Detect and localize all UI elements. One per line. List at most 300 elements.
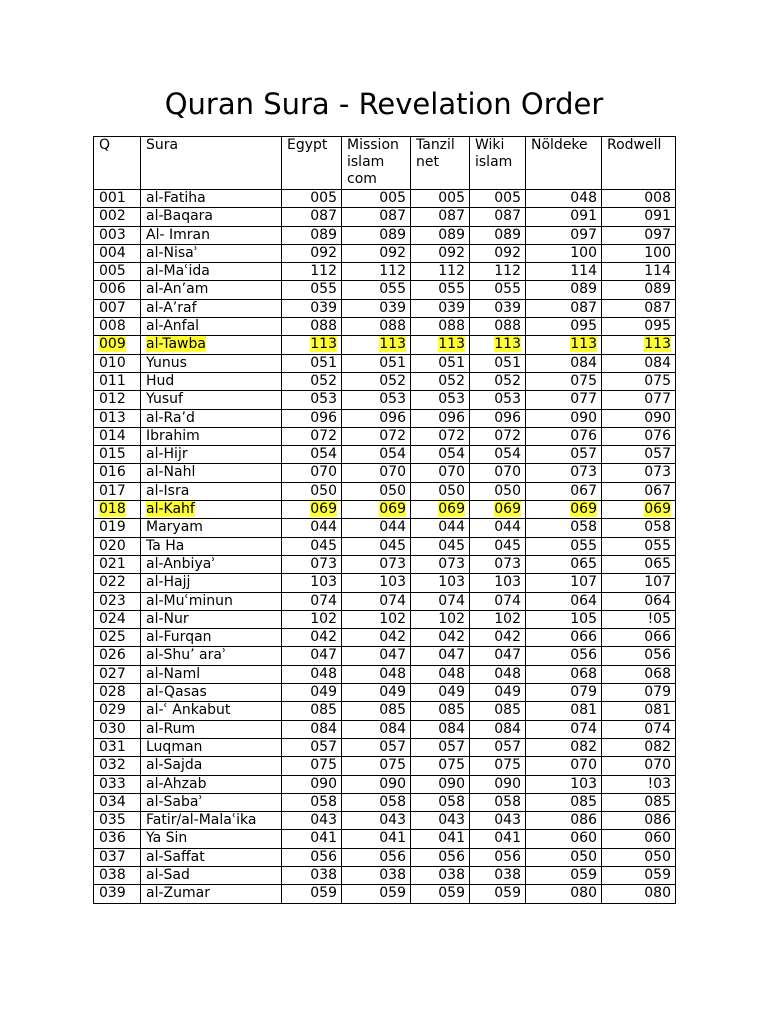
cell-egypt xyxy=(282,190,342,208)
cell-noldeke-text: 103 xyxy=(570,775,597,792)
cell-q-text: 024 xyxy=(99,610,126,627)
cell-q xyxy=(94,702,141,720)
cell-wiki-islam xyxy=(470,409,526,427)
cell-noldeke-text: 079 xyxy=(570,684,597,701)
cell-q xyxy=(94,336,141,354)
cell-wiki-islam-text: 055 xyxy=(494,281,521,298)
cell-q xyxy=(94,281,141,299)
column-header-wiki-islam: Wiki islam xyxy=(470,137,526,190)
cell-egypt xyxy=(282,409,342,427)
cell-q-text: 014 xyxy=(99,427,126,444)
cell-wiki-islam xyxy=(470,464,526,482)
cell-wiki-islam-text: 096 xyxy=(494,409,521,426)
cell-wiki-islam-text: 113 xyxy=(494,336,521,353)
cell-tanzil xyxy=(411,629,470,647)
cell-egypt-text: 103 xyxy=(310,574,337,591)
cell-mission-islam xyxy=(342,629,411,647)
cell-sura xyxy=(141,336,282,354)
cell-q xyxy=(94,574,141,592)
cell-q-text: 020 xyxy=(99,537,126,554)
cell-tanzil-text: 005 xyxy=(438,190,465,206)
cell-sura-text: al-Fatiha xyxy=(146,190,206,206)
cell-wiki-islam xyxy=(470,647,526,665)
cell-q-text: 034 xyxy=(99,793,126,810)
cell-egypt-text: 043 xyxy=(310,812,337,829)
cell-q-text: 035 xyxy=(99,812,126,829)
cell-tanzil xyxy=(411,684,470,702)
cell-egypt-text: 090 xyxy=(310,775,337,792)
cell-tanzil-text: 085 xyxy=(438,702,465,719)
cell-mission-islam xyxy=(342,866,411,884)
cell-noldeke xyxy=(526,537,602,555)
cell-mission-islam-text: 053 xyxy=(379,391,406,408)
cell-noldeke-text: 065 xyxy=(570,555,597,572)
cell-wiki-islam xyxy=(470,299,526,317)
cell-egypt-text: 073 xyxy=(310,555,337,572)
cell-noldeke xyxy=(526,610,602,628)
cell-rodwell xyxy=(602,775,676,793)
cell-tanzil xyxy=(411,482,470,500)
cell-tanzil-text: 102 xyxy=(438,610,465,627)
cell-egypt xyxy=(282,665,342,683)
cell-noldeke xyxy=(526,244,602,262)
cell-egypt xyxy=(282,775,342,793)
cell-q-text: 021 xyxy=(99,555,126,572)
cell-rodwell xyxy=(602,793,676,811)
cell-sura xyxy=(141,812,282,830)
cell-sura-text: al-Anfal xyxy=(146,318,200,335)
cell-rodwell-text: 114 xyxy=(644,263,671,280)
cell-q xyxy=(94,299,141,317)
cell-rodwell-text: 087 xyxy=(644,299,671,316)
cell-tanzil-text: 052 xyxy=(438,372,465,389)
cell-tanzil xyxy=(411,464,470,482)
cell-sura-text: al-Sajda xyxy=(146,757,203,774)
table-row xyxy=(94,885,676,903)
cell-wiki-islam-text: 038 xyxy=(494,866,521,883)
cell-mission-islam-text: 055 xyxy=(379,281,406,298)
cell-mission-islam xyxy=(342,848,411,866)
cell-tanzil-text: 059 xyxy=(438,885,465,902)
cell-mission-islam-text: 050 xyxy=(379,482,406,499)
cell-egypt xyxy=(282,208,342,226)
cell-egypt xyxy=(282,391,342,409)
cell-rodwell-text: 074 xyxy=(644,720,671,737)
cell-sura-text: al-Naml xyxy=(146,665,201,682)
column-header-egypt: Egypt xyxy=(282,137,342,190)
cell-mission-islam xyxy=(342,354,411,372)
table-row xyxy=(94,446,676,464)
cell-sura xyxy=(141,501,282,519)
cell-noldeke-text: 055 xyxy=(570,537,597,554)
cell-rodwell-text: 085 xyxy=(644,793,671,810)
cell-egypt xyxy=(282,738,342,756)
cell-egypt xyxy=(282,537,342,555)
revelation-order-table xyxy=(93,136,676,904)
cell-mission-islam-text: 042 xyxy=(379,629,406,646)
cell-egypt xyxy=(282,336,342,354)
cell-tanzil xyxy=(411,537,470,555)
cell-sura xyxy=(141,409,282,427)
cell-q xyxy=(94,812,141,830)
cell-egypt-text: 088 xyxy=(310,318,337,335)
cell-wiki-islam-text: 092 xyxy=(494,244,521,261)
column-header-rodwell: Rodwell xyxy=(602,137,676,190)
cell-tanzil-text: 103 xyxy=(438,574,465,591)
cell-egypt-text: 056 xyxy=(310,848,337,865)
cell-mission-islam-text: 057 xyxy=(379,738,406,755)
cell-tanzil-text: 048 xyxy=(438,665,465,682)
cell-q xyxy=(94,885,141,903)
cell-egypt-text: 069 xyxy=(310,501,337,518)
cell-wiki-islam xyxy=(470,830,526,848)
table-row xyxy=(94,830,676,848)
cell-noldeke xyxy=(526,226,602,244)
cell-q xyxy=(94,372,141,390)
cell-sura-text: al-ʿ Ankabut xyxy=(146,702,231,719)
cell-sura xyxy=(141,190,282,208)
table-row xyxy=(94,574,676,592)
cell-noldeke-text: 077 xyxy=(570,391,597,408)
cell-mission-islam xyxy=(342,647,411,665)
cell-egypt xyxy=(282,263,342,281)
cell-wiki-islam xyxy=(470,610,526,628)
cell-sura-text: Hud xyxy=(146,372,175,389)
cell-egypt xyxy=(282,866,342,884)
cell-q-text: 008 xyxy=(99,318,126,335)
cell-q xyxy=(94,720,141,738)
cell-sura xyxy=(141,244,282,262)
cell-rodwell xyxy=(602,629,676,647)
cell-sura xyxy=(141,793,282,811)
cell-noldeke xyxy=(526,885,602,903)
cell-rodwell-text: 113 xyxy=(644,336,671,353)
cell-mission-islam xyxy=(342,299,411,317)
cell-mission-islam-text: 112 xyxy=(379,263,406,280)
cell-noldeke-text: 068 xyxy=(570,665,597,682)
cell-rodwell-text: 089 xyxy=(644,281,671,298)
cell-tanzil-text: 043 xyxy=(438,812,465,829)
cell-q xyxy=(94,263,141,281)
cell-wiki-islam xyxy=(470,555,526,573)
cell-egypt xyxy=(282,830,342,848)
cell-egypt-text: 039 xyxy=(310,299,337,316)
cell-egypt-text: 072 xyxy=(310,427,337,444)
table-row xyxy=(94,519,676,537)
cell-egypt-text: 102 xyxy=(310,610,337,627)
cell-mission-islam-text: 090 xyxy=(379,775,406,792)
cell-egypt xyxy=(282,501,342,519)
cell-wiki-islam-text: 041 xyxy=(494,830,521,847)
cell-mission-islam xyxy=(342,793,411,811)
cell-rodwell-text: 066 xyxy=(644,629,671,646)
cell-egypt xyxy=(282,464,342,482)
cell-rodwell xyxy=(602,354,676,372)
table-row xyxy=(94,684,676,702)
table-row xyxy=(94,354,676,372)
cell-noldeke-text: 073 xyxy=(570,464,597,481)
cell-sura-text: al-Nur xyxy=(146,610,189,627)
cell-wiki-islam xyxy=(470,885,526,903)
cell-rodwell-text: 107 xyxy=(644,574,671,591)
cell-egypt-text: 085 xyxy=(310,702,337,719)
cell-egypt-text: 048 xyxy=(310,665,337,682)
cell-q-text: 005 xyxy=(99,263,126,280)
cell-mission-islam xyxy=(342,665,411,683)
cell-noldeke-text: 057 xyxy=(570,446,597,463)
cell-rodwell-text: 058 xyxy=(644,519,671,536)
cell-tanzil-text: 092 xyxy=(438,244,465,261)
cell-mission-islam xyxy=(342,555,411,573)
cell-egypt xyxy=(282,226,342,244)
cell-noldeke-text: 100 xyxy=(570,244,597,261)
cell-egypt-text: 055 xyxy=(310,281,337,298)
cell-q xyxy=(94,208,141,226)
cell-wiki-islam xyxy=(470,190,526,208)
cell-tanzil-text: 042 xyxy=(438,629,465,646)
cell-tanzil-text: 096 xyxy=(438,409,465,426)
cell-tanzil-text: 088 xyxy=(438,318,465,335)
cell-egypt xyxy=(282,702,342,720)
cell-noldeke xyxy=(526,793,602,811)
cell-rodwell xyxy=(602,409,676,427)
cell-rodwell xyxy=(602,684,676,702)
cell-sura-text: al-Isra xyxy=(146,482,190,499)
cell-mission-islam-text: 069 xyxy=(379,501,406,518)
cell-noldeke-text: 113 xyxy=(570,336,597,353)
cell-noldeke xyxy=(526,555,602,573)
cell-noldeke-text: 074 xyxy=(570,720,597,737)
cell-noldeke xyxy=(526,318,602,336)
cell-mission-islam-text: 051 xyxy=(379,354,406,371)
cell-noldeke xyxy=(526,263,602,281)
cell-sura xyxy=(141,738,282,756)
page-title: Quran Sura - Revelation Order xyxy=(164,87,604,121)
cell-egypt xyxy=(282,318,342,336)
cell-egypt xyxy=(282,610,342,628)
cell-tanzil-text: 054 xyxy=(438,446,465,463)
cell-wiki-islam-text: 045 xyxy=(494,537,521,554)
cell-sura-text: al-Saffat xyxy=(146,848,205,865)
cell-noldeke-text: 085 xyxy=(570,793,597,810)
cell-mission-islam xyxy=(342,610,411,628)
cell-mission-islam xyxy=(342,537,411,555)
cell-rodwell xyxy=(602,720,676,738)
cell-egypt xyxy=(282,885,342,903)
cell-q-text: 006 xyxy=(99,281,126,298)
cell-wiki-islam xyxy=(470,501,526,519)
cell-q xyxy=(94,665,141,683)
cell-tanzil xyxy=(411,446,470,464)
cell-tanzil-text: 087 xyxy=(438,208,465,225)
cell-wiki-islam-text: 070 xyxy=(494,464,521,481)
table-row xyxy=(94,647,676,665)
cell-egypt xyxy=(282,555,342,573)
cell-sura-text: al-Qasas xyxy=(146,684,207,701)
cell-rodwell xyxy=(602,555,676,573)
cell-egypt xyxy=(282,519,342,537)
table-row xyxy=(94,720,676,738)
cell-wiki-islam xyxy=(470,354,526,372)
table-row xyxy=(94,555,676,573)
cell-mission-islam-text: 054 xyxy=(379,446,406,463)
cell-rodwell-text: 064 xyxy=(644,592,671,609)
cell-q xyxy=(94,830,141,848)
cell-q-text: 010 xyxy=(99,354,126,371)
cell-egypt-text: 052 xyxy=(310,372,337,389)
table-row xyxy=(94,190,676,208)
cell-q-text: 029 xyxy=(99,702,126,719)
cell-mission-islam-text: 075 xyxy=(379,757,406,774)
cell-noldeke xyxy=(526,720,602,738)
cell-wiki-islam-text: 087 xyxy=(494,208,521,225)
cell-tanzil xyxy=(411,263,470,281)
cell-sura xyxy=(141,482,282,500)
cell-rodwell xyxy=(602,537,676,555)
column-header-noldeke: Nöldeke xyxy=(526,137,602,190)
cell-rodwell-text: 076 xyxy=(644,427,671,444)
cell-q-text: 009 xyxy=(99,336,126,353)
table-row xyxy=(94,427,676,445)
cell-q xyxy=(94,537,141,555)
cell-rodwell-text: 069 xyxy=(644,501,671,518)
cell-mission-islam xyxy=(342,812,411,830)
cell-mission-islam xyxy=(342,281,411,299)
cell-sura xyxy=(141,519,282,537)
cell-sura xyxy=(141,647,282,665)
cell-wiki-islam-text: 050 xyxy=(494,482,521,499)
cell-noldeke xyxy=(526,190,602,208)
cell-q-text: 016 xyxy=(99,464,126,481)
cell-tanzil-text: 038 xyxy=(438,866,465,883)
cell-mission-islam-text: 085 xyxy=(379,702,406,719)
table-row xyxy=(94,738,676,756)
cell-rodwell-text: !03 xyxy=(647,775,671,792)
cell-rodwell xyxy=(602,464,676,482)
cell-noldeke xyxy=(526,464,602,482)
cell-noldeke xyxy=(526,848,602,866)
cell-egypt-text: 041 xyxy=(310,830,337,847)
cell-noldeke xyxy=(526,482,602,500)
cell-tanzil-text: 069 xyxy=(438,501,465,518)
cell-rodwell xyxy=(602,190,676,208)
cell-mission-islam-text: 044 xyxy=(379,519,406,536)
cell-wiki-islam xyxy=(470,574,526,592)
cell-noldeke xyxy=(526,427,602,445)
cell-tanzil-text: 045 xyxy=(438,537,465,554)
cell-mission-islam xyxy=(342,372,411,390)
cell-tanzil xyxy=(411,738,470,756)
cell-q-text: 038 xyxy=(99,866,126,883)
cell-mission-islam xyxy=(342,830,411,848)
cell-rodwell-text: 065 xyxy=(644,555,671,572)
cell-tanzil-text: 039 xyxy=(438,299,465,316)
cell-sura xyxy=(141,629,282,647)
cell-sura xyxy=(141,281,282,299)
cell-mission-islam xyxy=(342,208,411,226)
cell-rodwell-text: 075 xyxy=(644,372,671,389)
cell-sura-text: Fatir/al-Malaʿika xyxy=(146,812,257,829)
cell-rodwell xyxy=(602,830,676,848)
cell-tanzil xyxy=(411,336,470,354)
cell-rodwell-text: 059 xyxy=(644,866,671,883)
cell-rodwell xyxy=(602,244,676,262)
cell-egypt xyxy=(282,629,342,647)
cell-rodwell-text: 068 xyxy=(644,665,671,682)
cell-wiki-islam xyxy=(470,775,526,793)
table-row xyxy=(94,629,676,647)
cell-tanzil-text: 070 xyxy=(438,464,465,481)
cell-noldeke xyxy=(526,629,602,647)
cell-sura-text: al-Ahzab xyxy=(146,775,207,792)
cell-rodwell-text: 050 xyxy=(644,848,671,865)
cell-q-text: 017 xyxy=(99,482,126,499)
cell-q xyxy=(94,427,141,445)
cell-wiki-islam xyxy=(470,812,526,830)
table-row xyxy=(94,372,676,390)
cell-sura xyxy=(141,226,282,244)
cell-noldeke-text: 114 xyxy=(570,263,597,280)
cell-noldeke-text: 076 xyxy=(570,427,597,444)
table-row xyxy=(94,537,676,555)
cell-mission-islam xyxy=(342,501,411,519)
cell-q xyxy=(94,775,141,793)
table-row xyxy=(94,812,676,830)
cell-noldeke-text: 082 xyxy=(570,738,597,755)
table-row xyxy=(94,336,676,354)
cell-wiki-islam xyxy=(470,208,526,226)
cell-wiki-islam-text: 048 xyxy=(494,665,521,682)
cell-tanzil-text: 084 xyxy=(438,720,465,737)
cell-noldeke-text: 070 xyxy=(570,757,597,774)
cell-egypt-text: 096 xyxy=(310,409,337,426)
cell-tanzil xyxy=(411,592,470,610)
cell-q-text: 012 xyxy=(99,391,126,408)
cell-tanzil xyxy=(411,244,470,262)
cell-mission-islam xyxy=(342,336,411,354)
cell-wiki-islam-text: 072 xyxy=(494,427,521,444)
cell-mission-islam-text: 113 xyxy=(379,336,406,353)
cell-egypt-text: 089 xyxy=(310,226,337,243)
cell-q xyxy=(94,592,141,610)
cell-mission-islam xyxy=(342,702,411,720)
cell-noldeke xyxy=(526,757,602,775)
cell-egypt-text: 049 xyxy=(310,684,337,701)
cell-sura-text: al-Zumar xyxy=(146,885,210,902)
cell-wiki-islam-text: 102 xyxy=(494,610,521,627)
cell-egypt-text: 050 xyxy=(310,482,337,499)
cell-wiki-islam-text: 039 xyxy=(494,299,521,316)
cell-mission-islam xyxy=(342,775,411,793)
cell-noldeke xyxy=(526,519,602,537)
cell-q xyxy=(94,446,141,464)
cell-sura xyxy=(141,720,282,738)
cell-noldeke xyxy=(526,665,602,683)
cell-mission-islam xyxy=(342,226,411,244)
cell-wiki-islam-text: 047 xyxy=(494,647,521,664)
cell-wiki-islam-text: 089 xyxy=(494,226,521,243)
cell-rodwell-text: 084 xyxy=(644,354,671,371)
cell-egypt-text: 042 xyxy=(310,629,337,646)
cell-q xyxy=(94,464,141,482)
cell-tanzil xyxy=(411,427,470,445)
cell-wiki-islam-text: 085 xyxy=(494,702,521,719)
cell-wiki-islam xyxy=(470,519,526,537)
cell-rodwell xyxy=(602,885,676,903)
cell-q xyxy=(94,629,141,647)
cell-rodwell xyxy=(602,372,676,390)
cell-noldeke-text: 107 xyxy=(570,574,597,591)
